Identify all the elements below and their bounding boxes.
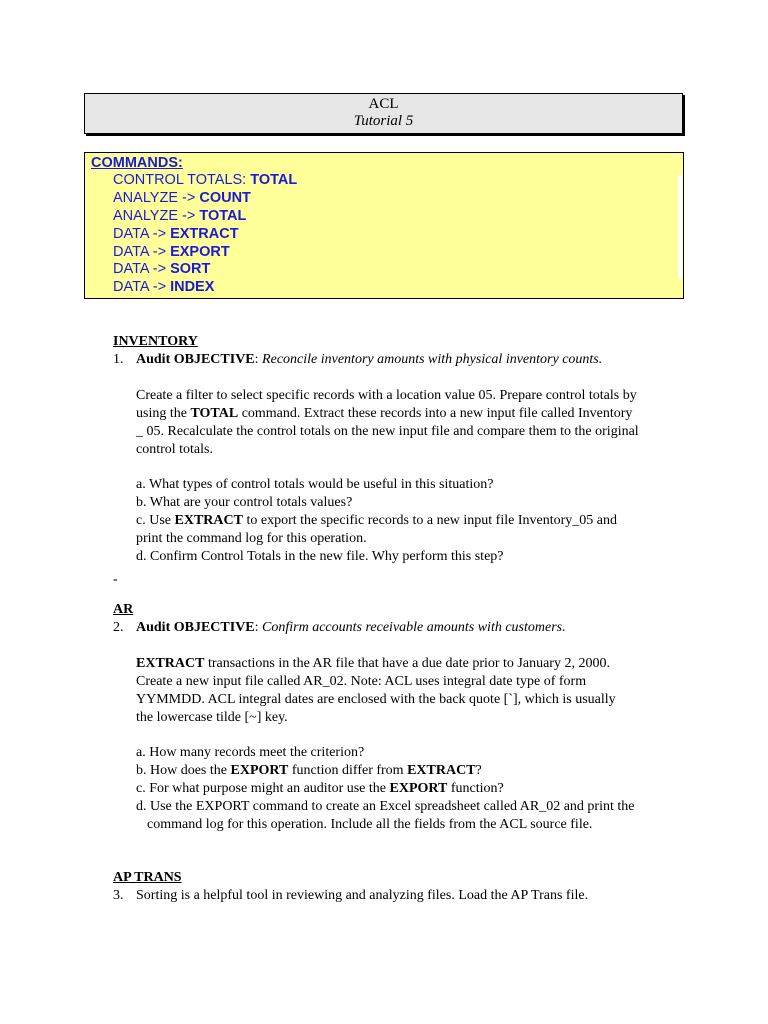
inventory-para-line: control totals.: [136, 442, 213, 457]
q-bold: EXTRACT: [407, 763, 476, 778]
q-text: to export the specific records to a new input file Inventory_05 and: [242, 513, 617, 528]
command-prefix: ANALYZE ->: [113, 189, 200, 206]
inventory-para-line: Create a filter to select specific records with a location value 05. Prepare control totals by: [136, 388, 637, 403]
inventory-question-a: a. What types of control totals would be useful in this situation?: [136, 477, 494, 492]
commands-heading: COMMANDS:: [91, 155, 183, 171]
ar-para-line: [136, 655, 610, 673]
q-bold: EXPORT: [389, 781, 448, 796]
ar-para-line: Create a new input file called AR_02. Note: ACL uses integral date type of form: [136, 674, 587, 689]
q-bold: EXTRACT: [174, 513, 243, 528]
ar-number: 2.: [113, 620, 124, 635]
inventory-question-d: d. Confirm Control Totals in the new file. Why perform this step?: [136, 549, 504, 564]
ar-question-b: [136, 762, 482, 780]
doc-title: ACL: [368, 96, 399, 112]
ar-question-d-cont: command log for this operation. Include all the fields from the ACL source file.: [147, 817, 593, 832]
inventory-question-c: [136, 512, 617, 530]
inventory-question-c-cont: print the command log for this operation.: [136, 531, 367, 546]
doc-subtitle: Tutorial 5: [353, 113, 414, 129]
command-prefix: DATA ->: [113, 243, 171, 260]
aptrans-heading: AP TRANS: [113, 870, 182, 885]
ar-heading: AR: [113, 602, 134, 617]
inventory-para-line: _ 05. Recalculate the control totals on the new input file and compare them to the original: [136, 424, 639, 439]
para-bold: EXTRACT: [136, 656, 205, 671]
q-text: ?: [475, 763, 482, 778]
objective-colon: :: [254, 352, 263, 367]
ar-objective: [136, 619, 566, 637]
inventory-heading: INVENTORY: [113, 334, 198, 349]
inventory-para-line: using the TOTAL command. Extract these records into a new input file called Inventory: [136, 406, 633, 421]
aptrans-number: 3.: [113, 888, 124, 903]
command-name: COUNT: [199, 189, 251, 206]
command-prefix: ANALYZE ->: [113, 207, 200, 224]
aptrans-text: Sorting is a helpful tool in reviewing and analyzing files. Load the AP Trans file.: [136, 888, 589, 903]
q-text: function?: [447, 781, 504, 796]
q-text: function differ from: [288, 763, 408, 778]
command-name: TOTAL: [250, 172, 298, 188]
command-name: INDEX: [170, 279, 215, 296]
inventory-objective: [136, 351, 602, 369]
objective-label: Audit OBJECTIVE: [136, 352, 255, 367]
command-name: EXTRACT: [170, 225, 239, 242]
dash-mark: -: [113, 572, 118, 587]
ar-question-d: d. Use the EXPORT command to create an Excel spreadsheet called AR_02 and print the: [136, 799, 635, 814]
ar-para-line: YYMMDD. ACL integral dates are enclosed with the back quote [`], which is usually: [136, 692, 616, 707]
ar-para-line: the lowercase tilde [~] key.: [136, 710, 288, 725]
objective-text: Confirm accounts receivable amounts with customers.: [262, 620, 566, 635]
ar-question-a: a. How many records meet the criterion?: [136, 745, 365, 760]
command-prefix: CONTROL TOTALS:: [113, 172, 251, 188]
inventory-question-b: b. What are your control totals values?: [136, 495, 353, 510]
inventory-number: 1.: [113, 352, 124, 367]
command-prefix: DATA ->: [113, 225, 171, 242]
q-text: b. How does the: [136, 763, 231, 778]
command-prefix: DATA ->: [113, 261, 171, 278]
command-name: EXPORT: [170, 243, 230, 260]
q-text: c. For what purpose might an auditor use the: [136, 781, 390, 796]
command-name: SORT: [170, 261, 211, 278]
objective-label: Audit OBJECTIVE: [136, 620, 255, 635]
command-prefix: DATA ->: [113, 279, 171, 296]
objective-colon: :: [254, 620, 263, 635]
objective-text: Reconcile inventory amounts with physical inventory counts.: [262, 352, 603, 367]
q-text: c. Use: [136, 513, 175, 528]
ar-question-c: [136, 780, 504, 798]
command-name: TOTAL: [199, 207, 247, 224]
para-text: transactions in the AR file that have a due date prior to January 2, 2000.: [204, 656, 610, 671]
q-bold: EXPORT: [230, 763, 289, 778]
